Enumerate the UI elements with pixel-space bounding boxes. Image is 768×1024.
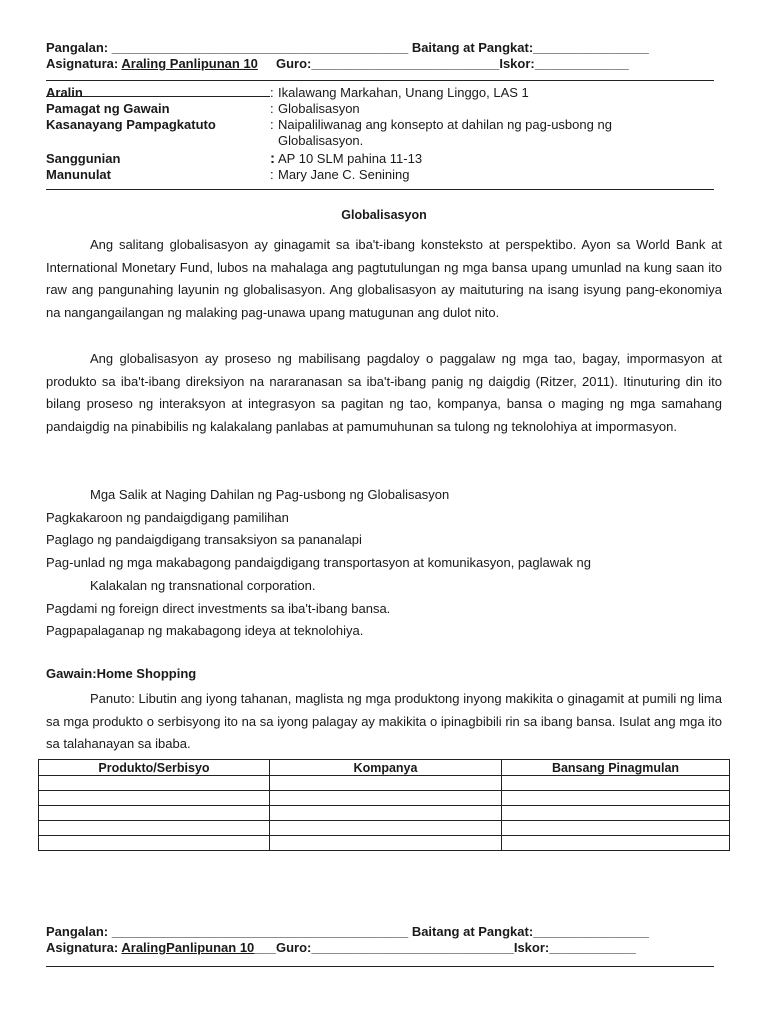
footer-asignatura-value: AralingPanlipunan 10 (121, 940, 255, 955)
table-cell[interactable] (39, 791, 270, 806)
col-bansa: Bansang Pinagmulan (502, 760, 730, 776)
table-row (39, 791, 730, 806)
list-item: Paglago ng pandaigdigang transaksiyon sa pananalapi (46, 532, 362, 548)
table-cell[interactable] (270, 776, 502, 791)
meta-row-aralin: Aralin : Ikalawang Markahan, Unang Linggo, LAS 1 (46, 85, 529, 100)
iskor-blank[interactable]: _____________ (534, 56, 629, 71)
meta-row-manunulat: Manunulat : Mary Jane C. Senining (46, 167, 410, 182)
footer-baitang-label: Baitang at Pangkat: (411, 924, 534, 939)
footer-baitang-blank[interactable]: ________________ (533, 924, 649, 939)
table-header-row (39, 760, 730, 776)
meta-row-sanggunian: Sanggunian : AP 10 SLM pahina 11-13 (46, 150, 423, 167)
table-cell[interactable] (39, 836, 270, 851)
col-kompanya: Kompanya (270, 760, 502, 776)
footer-divider (46, 966, 714, 967)
baitang-blank[interactable]: ________________ (533, 40, 649, 55)
table-cell[interactable] (39, 821, 270, 836)
pangalan-blank[interactable]: _________________________________________ (111, 40, 409, 55)
list-item: Kalakalan ng transnational corporation. (90, 577, 316, 593)
table-cell[interactable] (270, 821, 502, 836)
col-produkto: Produkto/Serbisyo (39, 760, 270, 776)
table-cell[interactable] (270, 806, 502, 821)
table-row (39, 776, 730, 791)
table-cell[interactable] (502, 776, 730, 791)
gawain-heading: Gawain:Home Shopping (46, 666, 197, 681)
page-title: Globalisasyon (341, 208, 427, 222)
home-shopping-table (38, 759, 730, 851)
salik-list (46, 484, 726, 643)
table-cell[interactable] (502, 791, 730, 806)
footer-pangalan-label: Pangalan: (46, 924, 109, 939)
footer-guro-label: Guro: (276, 940, 312, 955)
asignatura-label: Asignatura: (46, 56, 119, 71)
header-subject-line (46, 56, 629, 71)
table-cell[interactable] (270, 836, 502, 851)
meta-row-kasanayan-cont: Globalisasyon. (278, 133, 364, 148)
table-row (39, 821, 730, 836)
lesson-meta (46, 85, 726, 183)
list-item: Pagdami ng foreign direct investments sa iba't-ibang bansa. (46, 600, 391, 616)
footer-name-line (46, 924, 649, 939)
meta-divider (46, 189, 714, 190)
paragraph-1: Ang salitang globalisasyon ay ginagamit sa iba't-ibang konsteksto at perspektibo. Ayon sa World Bank at International Monetary Fund, lubos na mahalaga ang pagtutulungan ng mga bansa upang umunlad na kung saan ito raw ang pangunahing layunin ng globalisasyon. Ang globalisasyon ay maituturing na isang isyung pang-ekonomiya na nangangailangan ng malaking pag-unawa upang matugunan ang dulot nito. (46, 237, 722, 320)
footer-pangalan-blank[interactable]: _________________________________________ (111, 924, 409, 939)
table-cell[interactable] (502, 806, 730, 821)
paragraph-2: Ang globalisasyon ay proseso ng mabilisang pagdaloy o paggalaw ng mga tao, bagay, impormasyon at produkto sa iba't-ibang direksiyon na nararanasan sa iba't-ibang panig ng daigdig (Ritzer, 2011). Itinuturing din ito bilang proseso ng interaksyon at integrasyon sa pagitan ng tao, kompanya, bansa o maging ng mga samahang pandaigdig na pinabibilis ng kalakalang panlabas at pamumuhunan sa tulong ng teknolohiya at impormasyon. (46, 351, 722, 434)
table-cell[interactable] (502, 836, 730, 851)
footer-iskor-blank[interactable]: ____________ (549, 940, 637, 955)
footer-iskor-label: Iskor: (513, 940, 550, 955)
salik-heading: Mga Salik at Naging Dahilan ng Pag-usbong ng Globalisasyon (90, 487, 450, 502)
table-cell[interactable] (270, 791, 502, 806)
footer-guro-blank[interactable]: ____________________________ (311, 940, 514, 955)
guro-blank[interactable]: __________________________ (311, 56, 500, 71)
footer-asignatura-blank[interactable]: ___ (254, 940, 276, 955)
footer-subject-line (46, 940, 636, 955)
asignatura-value: Araling Panlipunan 10 (121, 56, 258, 71)
baitang-label: Baitang at Pangkat: (411, 40, 534, 55)
guro-label: Guro: (275, 56, 312, 71)
table-row (39, 836, 730, 851)
panuto-paragraph: Panuto: Libutin ang iyong tahanan, maglista ng mga produktong inyong makikita o ginagamit at pumili ng lima sa mga produkto o serbisyong ito na sa iyong palagay ay makikita o ipinagbibili rin sa ibang bansa. Isulat ang mga ito sa talahanayan sa ibaba. (46, 691, 722, 751)
meta-row-kasanayan: Kasanayang Pampagkatuto : Naipaliliwanag ang konsepto at dahilan ng pag-usbong ng (46, 117, 612, 132)
list-item: Pag-unlad ng mga makabagong pandaigdigang transportasyon at komunikasyon, paglawak ng (46, 555, 591, 571)
table-cell[interactable] (39, 806, 270, 821)
table-cell[interactable] (39, 776, 270, 791)
meta-row-pamagat: Pamagat ng Gawain : Globalisasyon (46, 101, 360, 116)
pangalan-label: Pangalan: (46, 40, 109, 55)
list-item: Pagpapalaganap ng makabagong ideya at teknolohiya. (46, 623, 364, 639)
header-divider (46, 80, 714, 81)
list-item: Pagkakaroon ng pandaigdigang pamilihan (46, 509, 289, 525)
iskor-label: Iskor: (499, 56, 535, 71)
table-row (39, 806, 730, 821)
header-name-line (46, 40, 649, 55)
footer-asignatura-label: Asignatura: (46, 940, 119, 955)
table-cell[interactable] (502, 821, 730, 836)
